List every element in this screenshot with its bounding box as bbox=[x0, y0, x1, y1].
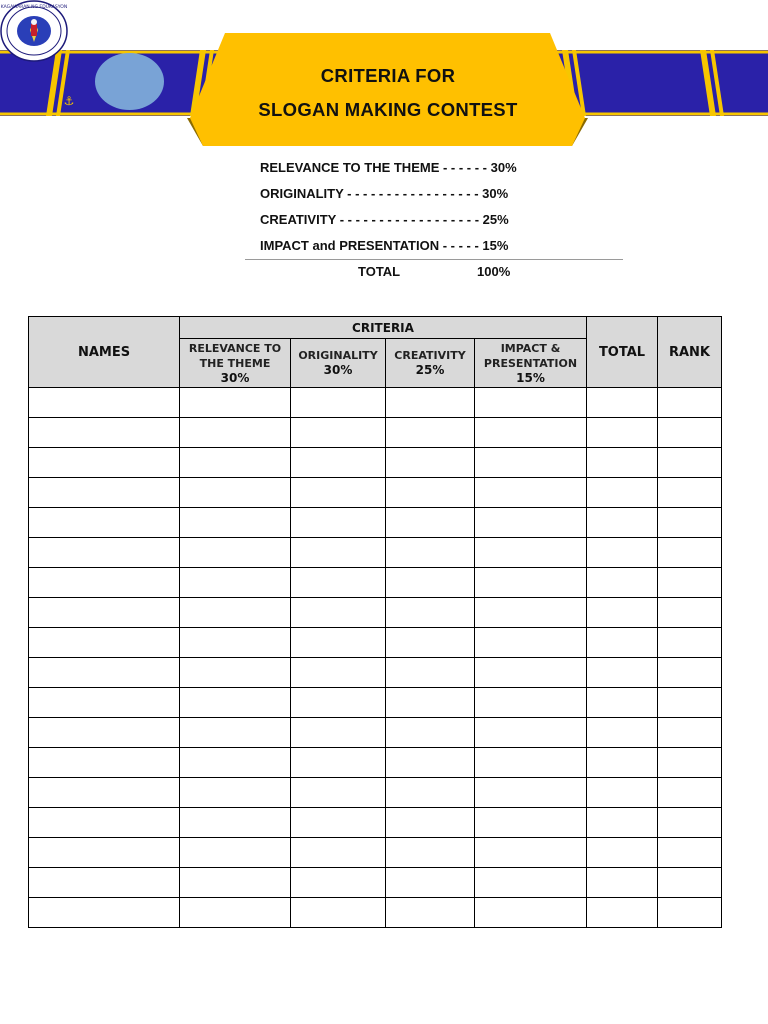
impact-score-cell[interactable] bbox=[475, 418, 587, 448]
creativity-score-cell[interactable] bbox=[386, 778, 475, 808]
criteria-list bbox=[260, 158, 520, 262]
header-creativity bbox=[386, 339, 475, 388]
total-cell[interactable] bbox=[587, 478, 658, 508]
col-label: PRESENTATION bbox=[483, 356, 578, 370]
name-cell[interactable] bbox=[29, 808, 180, 838]
impact-score-cell[interactable] bbox=[475, 658, 587, 688]
rank-cell[interactable] bbox=[658, 868, 722, 898]
impact-score-cell[interactable] bbox=[475, 508, 587, 538]
total-cell[interactable] bbox=[587, 748, 658, 778]
originality-score-cell[interactable] bbox=[291, 658, 386, 688]
originality-score-cell[interactable] bbox=[291, 538, 386, 568]
originality-score-cell[interactable] bbox=[291, 778, 386, 808]
impact-score-cell[interactable] bbox=[475, 718, 587, 748]
relevance-score-cell[interactable] bbox=[180, 448, 291, 478]
divider bbox=[245, 259, 623, 260]
relevance-score-cell[interactable] bbox=[180, 778, 291, 808]
table-row bbox=[29, 808, 722, 838]
total-cell[interactable] bbox=[587, 718, 658, 748]
relevance-score-cell[interactable] bbox=[180, 748, 291, 778]
header-total: TOTAL bbox=[587, 317, 658, 388]
relevance-score-cell[interactable] bbox=[180, 868, 291, 898]
impact-score-cell[interactable] bbox=[475, 568, 587, 598]
name-cell[interactable] bbox=[29, 448, 180, 478]
relevance-score-cell[interactable] bbox=[180, 598, 291, 628]
title-line-2: SLOGAN MAKING CONTEST bbox=[258, 98, 518, 120]
total-cell[interactable] bbox=[587, 508, 658, 538]
impact-score-cell[interactable] bbox=[475, 478, 587, 508]
originality-score-cell[interactable] bbox=[291, 598, 386, 628]
header-criteria: CRITERIA bbox=[180, 317, 587, 339]
criteria-item-impact: IMPACT and PRESENTATION - - - - - 15% bbox=[260, 238, 509, 253]
creativity-score-cell[interactable] bbox=[386, 568, 475, 598]
impact-score-cell[interactable] bbox=[475, 898, 587, 928]
table-row bbox=[29, 748, 722, 778]
creativity-score-cell[interactable] bbox=[386, 838, 475, 868]
table-row bbox=[29, 688, 722, 718]
total-label: TOTAL bbox=[358, 264, 401, 279]
total-cell[interactable] bbox=[587, 808, 658, 838]
name-cell[interactable] bbox=[29, 538, 180, 568]
impact-score-cell[interactable] bbox=[475, 628, 587, 658]
relevance-score-cell[interactable] bbox=[180, 808, 291, 838]
name-cell[interactable] bbox=[29, 568, 180, 598]
creativity-score-cell[interactable] bbox=[386, 628, 475, 658]
originality-score-cell[interactable] bbox=[291, 838, 386, 868]
table-row bbox=[29, 478, 722, 508]
impact-score-cell[interactable] bbox=[475, 838, 587, 868]
creativity-score-cell[interactable] bbox=[386, 898, 475, 928]
creativity-score-cell[interactable] bbox=[386, 508, 475, 538]
relevance-score-cell[interactable] bbox=[180, 658, 291, 688]
name-cell[interactable] bbox=[29, 748, 180, 778]
col-label: ORIGINALITY bbox=[298, 349, 378, 362]
title-line-1: CRITERIA FOR bbox=[320, 64, 456, 86]
relevance-score-cell[interactable] bbox=[180, 568, 291, 598]
impact-score-cell[interactable] bbox=[475, 598, 587, 628]
table-row bbox=[29, 388, 722, 418]
name-cell[interactable] bbox=[29, 508, 180, 538]
table-row bbox=[29, 568, 722, 598]
total-cell[interactable] bbox=[587, 568, 658, 598]
table-row bbox=[29, 538, 722, 568]
relevance-score-cell[interactable] bbox=[180, 538, 291, 568]
name-cell[interactable] bbox=[29, 898, 180, 928]
creativity-score-cell[interactable] bbox=[386, 718, 475, 748]
school-logo-placeholder bbox=[95, 53, 164, 110]
header-banner bbox=[0, 0, 768, 160]
creativity-score-cell[interactable] bbox=[386, 658, 475, 688]
total-cell[interactable] bbox=[587, 448, 658, 478]
rank-cell[interactable] bbox=[658, 538, 722, 568]
table-row bbox=[29, 778, 722, 808]
total-cell[interactable] bbox=[587, 778, 658, 808]
originality-score-cell[interactable] bbox=[291, 478, 386, 508]
relevance-score-cell[interactable] bbox=[180, 838, 291, 868]
col-weight: 15% bbox=[516, 370, 545, 385]
impact-score-cell[interactable] bbox=[475, 808, 587, 838]
originality-score-cell[interactable] bbox=[291, 748, 386, 778]
impact-score-cell[interactable] bbox=[475, 868, 587, 898]
rank-cell[interactable] bbox=[658, 478, 722, 508]
document-title bbox=[198, 45, 578, 140]
table-row bbox=[29, 838, 722, 868]
name-cell[interactable] bbox=[29, 658, 180, 688]
rank-cell[interactable] bbox=[658, 628, 722, 658]
creativity-score-cell[interactable] bbox=[386, 418, 475, 448]
total-cell[interactable] bbox=[587, 868, 658, 898]
creativity-score-cell[interactable] bbox=[386, 478, 475, 508]
criteria-item-relevance: RELEVANCE TO THE THEME - - - - - - 30% bbox=[260, 160, 517, 175]
col-label: THE THEME bbox=[199, 356, 271, 370]
rank-cell[interactable] bbox=[658, 658, 722, 688]
impact-score-cell[interactable] bbox=[475, 748, 587, 778]
creativity-score-cell[interactable] bbox=[386, 748, 475, 778]
deped-seal-icon bbox=[0, 0, 68, 62]
table-row bbox=[29, 628, 722, 658]
originality-score-cell[interactable] bbox=[291, 688, 386, 718]
criteria-item-creativity: CREATIVITY - - - - - - - - - - - - - - - - - - 25% bbox=[260, 212, 509, 227]
creativity-score-cell[interactable] bbox=[386, 868, 475, 898]
originality-score-cell[interactable] bbox=[291, 388, 386, 418]
creativity-score-cell[interactable] bbox=[386, 388, 475, 418]
table-row bbox=[29, 868, 722, 898]
header-impact bbox=[475, 339, 587, 388]
rank-cell[interactable] bbox=[658, 688, 722, 718]
creativity-score-cell[interactable] bbox=[386, 808, 475, 838]
originality-score-cell[interactable] bbox=[291, 568, 386, 598]
originality-score-cell[interactable] bbox=[291, 898, 386, 928]
total-cell[interactable] bbox=[587, 598, 658, 628]
svg-text:KAGAWARAN NG EDUKASYON: KAGAWARAN NG EDUKASYON bbox=[0, 5, 68, 10]
criteria-item-originality: ORIGINALITY - - - - - - - - - - - - - - - - - 30% bbox=[260, 186, 509, 201]
total-cell[interactable] bbox=[587, 538, 658, 568]
table-row bbox=[29, 898, 722, 928]
name-cell[interactable] bbox=[29, 868, 180, 898]
rank-cell[interactable] bbox=[658, 748, 722, 778]
name-cell[interactable] bbox=[29, 778, 180, 808]
table-body bbox=[29, 388, 722, 928]
col-label: IMPACT & bbox=[500, 341, 561, 355]
table-row bbox=[29, 418, 722, 448]
relevance-score-cell[interactable] bbox=[180, 898, 291, 928]
rank-cell[interactable] bbox=[658, 838, 722, 868]
impact-score-cell[interactable] bbox=[475, 448, 587, 478]
col-weight: 30% bbox=[323, 363, 353, 377]
originality-score-cell[interactable] bbox=[291, 418, 386, 448]
header-names: NAMES bbox=[29, 317, 180, 388]
originality-score-cell[interactable] bbox=[291, 448, 386, 478]
col-weight: 30% bbox=[220, 370, 250, 385]
creativity-score-cell[interactable] bbox=[386, 598, 475, 628]
rank-cell[interactable] bbox=[658, 418, 722, 448]
relevance-score-cell[interactable] bbox=[180, 418, 291, 448]
relevance-score-cell[interactable] bbox=[180, 388, 291, 418]
name-cell[interactable] bbox=[29, 688, 180, 718]
total-cell[interactable] bbox=[587, 418, 658, 448]
impact-score-cell[interactable] bbox=[475, 688, 587, 718]
col-label: RELEVANCE TO bbox=[188, 341, 282, 355]
rank-cell[interactable] bbox=[658, 568, 722, 598]
relevance-score-cell[interactable] bbox=[180, 718, 291, 748]
table-row bbox=[29, 658, 722, 688]
name-cell[interactable] bbox=[29, 628, 180, 658]
rank-cell[interactable] bbox=[658, 598, 722, 628]
creativity-score-cell[interactable] bbox=[386, 448, 475, 478]
name-cell[interactable] bbox=[29, 478, 180, 508]
impact-score-cell[interactable] bbox=[475, 388, 587, 418]
anchor-icon: ⚓ bbox=[63, 94, 75, 108]
impact-score-cell[interactable] bbox=[475, 538, 587, 568]
originality-score-cell[interactable] bbox=[291, 868, 386, 898]
rank-cell[interactable] bbox=[658, 388, 722, 418]
total-cell[interactable] bbox=[587, 898, 658, 928]
total-cell[interactable] bbox=[587, 628, 658, 658]
table-row bbox=[29, 718, 722, 748]
rank-cell[interactable] bbox=[658, 718, 722, 748]
relevance-score-cell[interactable] bbox=[180, 478, 291, 508]
col-weight: 25% bbox=[415, 363, 445, 377]
originality-score-cell[interactable] bbox=[291, 628, 386, 658]
creativity-score-cell[interactable] bbox=[386, 688, 475, 718]
relevance-score-cell[interactable] bbox=[180, 688, 291, 718]
rank-cell[interactable] bbox=[658, 808, 722, 838]
rank-cell[interactable] bbox=[658, 778, 722, 808]
header-rank: RANK bbox=[658, 317, 722, 388]
total-cell[interactable] bbox=[587, 658, 658, 688]
total-cell[interactable] bbox=[587, 388, 658, 418]
name-cell[interactable] bbox=[29, 598, 180, 628]
creativity-score-cell[interactable] bbox=[386, 538, 475, 568]
total-cell[interactable] bbox=[587, 838, 658, 868]
name-cell[interactable] bbox=[29, 418, 180, 448]
originality-score-cell[interactable] bbox=[291, 808, 386, 838]
header-relevance bbox=[180, 339, 291, 388]
rank-cell[interactable] bbox=[658, 508, 722, 538]
col-label: CREATIVITY bbox=[394, 349, 466, 362]
originality-score-cell[interactable] bbox=[291, 718, 386, 748]
name-cell[interactable] bbox=[29, 838, 180, 868]
impact-score-cell[interactable] bbox=[475, 778, 587, 808]
relevance-score-cell[interactable] bbox=[180, 508, 291, 538]
total-cell[interactable] bbox=[587, 688, 658, 718]
originality-score-cell[interactable] bbox=[291, 508, 386, 538]
header-originality bbox=[291, 339, 386, 388]
table-row bbox=[29, 508, 722, 538]
table-row bbox=[29, 598, 722, 628]
total-value: 100% bbox=[477, 264, 511, 279]
rank-cell[interactable] bbox=[658, 898, 722, 928]
rank-cell[interactable] bbox=[658, 448, 722, 478]
name-cell[interactable] bbox=[29, 718, 180, 748]
name-cell[interactable] bbox=[29, 388, 180, 418]
score-table bbox=[28, 316, 722, 928]
relevance-score-cell[interactable] bbox=[180, 628, 291, 658]
table-row bbox=[29, 448, 722, 478]
